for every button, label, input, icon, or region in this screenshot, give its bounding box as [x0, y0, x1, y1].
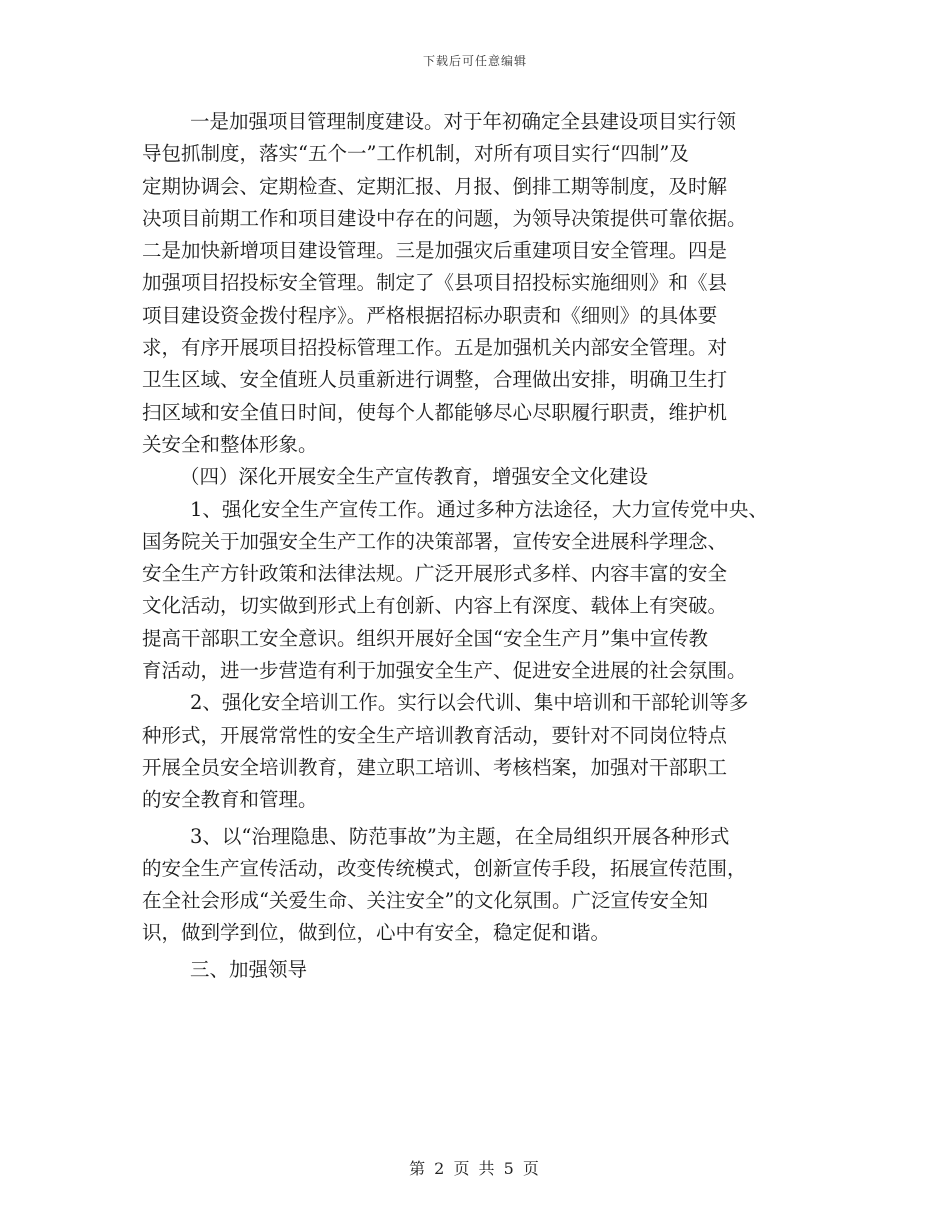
- paragraph-line: 加强项目招投标安全管理。制定了《县项目招投标实施细则》和《县: [142, 271, 728, 295]
- document-body: [142, 106, 822, 986]
- paragraph-line: 导包抓制度，落实“五个一”工作机制，对所有项目实行“四制”及: [142, 142, 689, 166]
- paragraph-line: 开展全员安全培训教育，建立职工培训、考核档案，加强对干部职工: [142, 755, 728, 779]
- paragraph-line: 安全生产方针政策和法律法规。广泛开展形式多样、内容丰富的安全: [142, 562, 728, 586]
- paragraph-line: 项目建设资金拨付程序》。严格根据招标办职责和《细则》的具体要: [142, 303, 718, 327]
- paragraph-line: 一是加强项目管理制度建设。对于年初确定全县建设项目实行领: [190, 110, 737, 133]
- paragraph-line: 国务院关于加强安全生产工作的决策部署，宣传安全进展科学理念、: [142, 529, 728, 553]
- paragraph-line: 扫区域和安全值日时间，使每个人都能够尽心尽职履行职责，维护机: [142, 400, 728, 424]
- paragraph-line: 在全社会形成“关爱生命、关注安全”的文化氛围。广泛宣传安全知: [142, 889, 708, 913]
- section-heading: 三、加强领导: [190, 957, 308, 981]
- paragraph-line: 的安全生产宣传活动，改变传统模式，创新宣传手段，拓展宣传范围，: [142, 856, 747, 880]
- paragraph-line: 育活动，进一步营造有利于加强安全生产、促进安全进展的社会氛围。: [142, 659, 747, 683]
- paragraph-line: 2、强化安全培训工作。实行以会代训、集中培训和干部轮训等多: [190, 691, 749, 715]
- paragraph-line: 关安全和整体形象。: [142, 432, 318, 456]
- paragraph-line: 种形式，开展常常性的安全生产培训教育活动，要针对不同岗位特点: [142, 723, 728, 747]
- paragraph-line: 文化活动，切实做到形式上有创新、内容上有深度、载体上有突破。: [142, 594, 728, 618]
- paragraph-line: 二是加快新增项目建设管理。三是加强灾后重建项目安全管理。四是: [142, 239, 728, 263]
- paragraph-line: 定期协调会、定期检查、定期汇报、月报、倒排工期等制度，及时解: [142, 174, 728, 198]
- page-header: 下载后可任意编辑: [422, 54, 527, 68]
- paragraph-line: 的安全教育和管理。: [142, 788, 318, 812]
- paragraph-line: 提高干部职工安全意识。组织开展好全国“安全生产月”集中宣传教: [142, 626, 708, 650]
- section-heading: （四）深化开展安全生产宣传教育，增强安全文化建设: [180, 465, 649, 489]
- paragraph-line: 卫生区域、安全值班人员重新进行调整，合理做出安排，明确卫生打: [142, 368, 728, 392]
- paragraph-line: 1、强化安全生产宣传工作。通过多种方法途径，大力宣传党中央、: [190, 497, 768, 521]
- paragraph-line: 决项目前期工作和项目建设中存在的问题，为领导决策提供可靠依据。: [142, 206, 747, 230]
- paragraph-line: 求，有序开展项目招投标管理工作。五是加强机关内部安全管理。对: [142, 336, 728, 360]
- page-number: 第 2 页 共 5 页: [409, 1159, 541, 1178]
- paragraph-line: 识，做到学到位，做到位，心中有安全，稳定促和谐。: [142, 921, 611, 945]
- paragraph-line: 3、以“治理隐患、防范事故”为主题，在全局组织开展各种形式: [190, 824, 730, 848]
